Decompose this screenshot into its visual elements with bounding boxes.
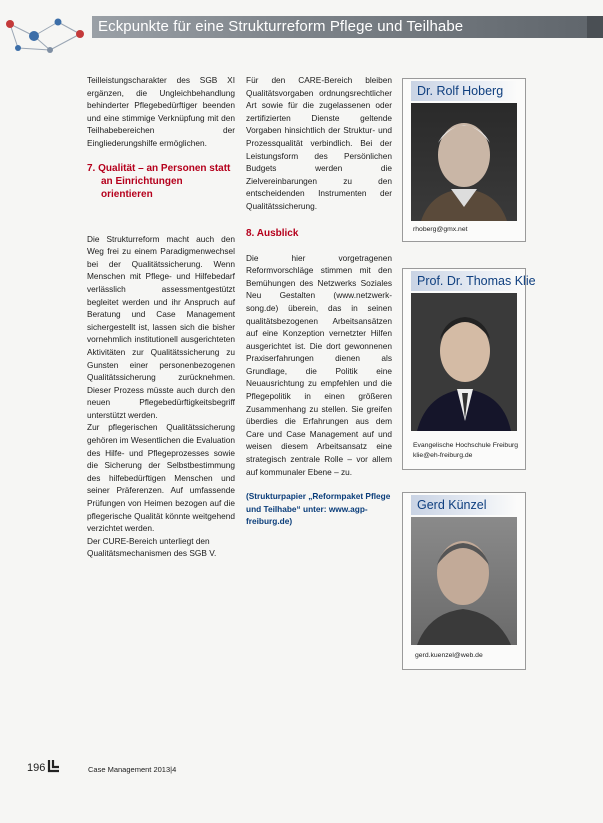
article-column-1 — [87, 74, 235, 560]
paragraph: Für den CARE-Bereich bleiben Qualitätsvorgaben ordnungsrechtlicher Art sowie für die zugelassenen oder zertifizierten Dienste geltende Vorgaben hinsichtlich der Struktur- und Prozessqualität verbindlich. Bei der Leistungsform des Persönlichen Budgets werden die Zielvereinbarungen zu den entscheidenden Instrumenten der Qualitätssicherung. — [246, 75, 392, 211]
journal-logo-icon — [47, 759, 61, 773]
header-bar-end — [587, 16, 603, 38]
page-number: 196 — [27, 762, 46, 774]
section-heading-7: 7. Qualität – an Personen statt an Einrichtungen orientieren — [87, 162, 231, 200]
author-name: Gerd Künzel — [411, 495, 517, 515]
page-title: Eckpunkte für eine Strukturreform Pflege und Teilhabe — [98, 18, 464, 35]
header-bar — [92, 16, 603, 38]
journal-name: Case Management 2013|4 — [88, 765, 177, 774]
paragraph: Zur pflegerischen Qualitätssicherung gehören im Wesentlichen die Evaluation des Hilfe- und Pflegeprozesses sowie die Sicherung der Selbstbestimmung des hilfebedürftigen Menschen und seiner Präferenzen. Auf umfassende Prüfungen von Heimen bezogen auf die pflegerische Qualität könnte weitgehend verzichtet werden. — [87, 422, 235, 534]
author-name: Prof. Dr. Thomas Klie — [411, 271, 521, 291]
page-header — [0, 16, 603, 38]
author-email: rhoberg@gmx.net — [413, 226, 468, 233]
author-photo — [411, 293, 517, 431]
author-name: Dr. Rolf Hoberg — [411, 81, 517, 101]
paragraph: Die Strukturreform macht auch den Weg frei zu einem Paradigmenwechsel bei der Qualitätssicherung. Wenn Menschen mit Pflege- und Hilfebedarf verlässlich assessmentgestützt begleitet werden und ihr Anspruch auf Beratung und Case Management sichergestellt ist, lassen sich die bisher vornehmlich institutionell ausgerichteten Aktivitäten zur Qualitätssicherung zu Gunsten einer personenbezogenen Qualitätssicherung zurücknehmen. Dieser Prozess müsste auch durch den neuen Pflegebedürftigkeitsbegriff unterstützt werden. — [87, 233, 235, 420]
paragraph: Teilleistungscharakter des SGB XI ergänzen, die Ungleichbehandlung behinderter Pflegebedürftiger beenden und eine stimmige Verknüpfung mit den Teilhabebereichen der Eingliederungshilfe ermöglichen. — [87, 75, 235, 148]
author-email: gerd.kuenzel@web.de — [415, 652, 483, 659]
section-heading-8: 8. Ausblick — [246, 227, 299, 239]
article-column-2 — [246, 74, 392, 528]
author-email: klie@eh-freiburg.de — [413, 452, 473, 459]
author-photo — [411, 103, 517, 221]
paragraph: Der CURE-Bereich unterliegt den Qualitätsmechanismen des SGB V. — [87, 535, 217, 559]
author-photo — [411, 517, 517, 645]
author-affiliation: Evangelische Hochschule Freiburg — [413, 442, 519, 449]
author-card-klie — [402, 268, 536, 470]
network-graphic-icon — [0, 16, 92, 56]
author-card-hoberg — [402, 78, 526, 242]
reference-link-text[interactable]: (Strukturpapier „Reformpaket Pflege und Teilhabe“ unter: www.agp-freiburg.de) — [246, 491, 391, 527]
paragraph: Die hier vorgetragenen Reformvorschläge stimmen mit den Bemühungen des Netzwerks Soziales Neu Gestalten (www.netzwerk-song.de) überein, das in seinen qualitätsbezogenen Arbeitsansätzen auf eine Konzeption vernetzter Hilfen ausgerichtet ist. Die dort gewonnenen Praxiserfahrungen dienen als Grundlage, die Politik eine Neuausrichtung zu empfehlen und die Pflegepolitik in einen größeren Zusammenhang zu stellen. Sie greifen überdies die Erfahrungen aus dem Care und Case Management auf und weisen diesem Arbeitsansatz eine strategisch zentrale Rolle – vor allem auf kommunaler Ebene – zu. — [246, 252, 392, 477]
author-card-kuenzel — [402, 492, 526, 670]
